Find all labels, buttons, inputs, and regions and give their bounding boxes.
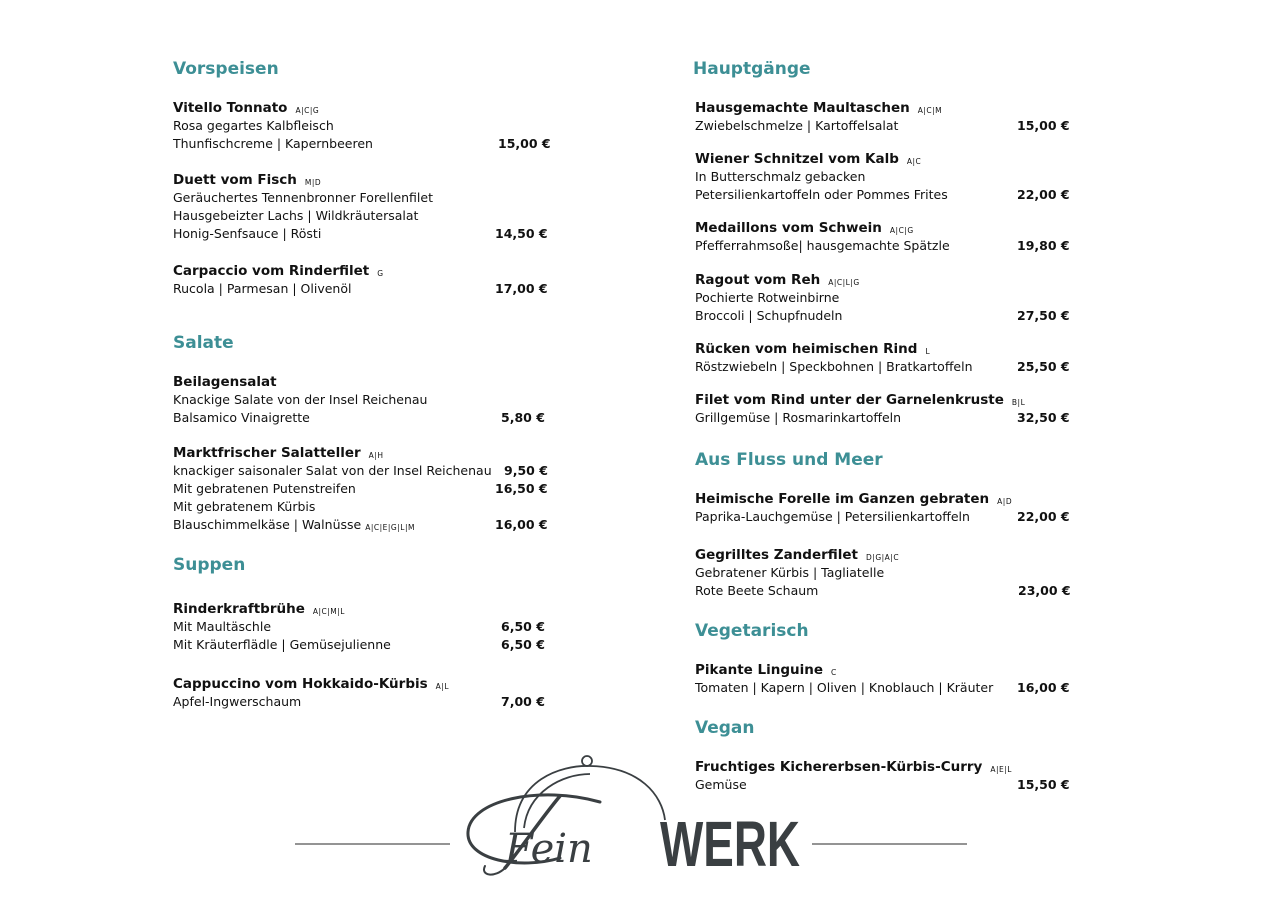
dish-description: Rote Beete Schaum — [695, 583, 819, 598]
section-title-suppen: Suppen — [173, 555, 246, 575]
logo-bold-text: WERK — [660, 808, 800, 880]
dish-description: Broccoli | Schupfnudeln — [695, 308, 843, 323]
dish-name: Rinderkraftbrühe — [173, 601, 305, 617]
dish-medaillons — [695, 219, 1070, 255]
dish-name: Marktfrischer Salatteller — [173, 445, 361, 461]
feinwerk-logo — [0, 740, 1286, 890]
dish-name: Heimische Forelle im Ganzen gebraten — [695, 491, 990, 507]
dish-name: Filet vom Rind unter der Garnelenkruste — [695, 392, 1004, 408]
allergen-codes: A|C|M|L — [312, 607, 345, 616]
dish-carpaccio — [173, 262, 548, 298]
dish-description: Thunfischcreme | Kapernbeeren — [173, 136, 373, 151]
allergen-codes: M|D — [304, 178, 322, 187]
dish-cappuccino-kuerbis — [173, 675, 545, 711]
dish-description: Pochierte Rotweinbirne — [695, 290, 840, 305]
section-title-vegetarisch: Vegetarisch — [695, 621, 809, 641]
dish-description: Geräuchertes Tennenbronner Forellenfilet — [173, 190, 433, 205]
allergen-codes: A|E|L — [990, 765, 1012, 774]
price: 17,00 € — [495, 281, 548, 296]
price: 6,50 € — [501, 619, 545, 634]
dish-description: Grillgemüse | Rosmarinkartoffeln — [695, 410, 902, 425]
section-title-vorspeisen: Vorspeisen — [173, 59, 279, 79]
dish-name: Rücken vom heimischen Rind — [695, 341, 918, 357]
dish-name: Gegrilltes Zanderfilet — [695, 547, 859, 563]
price: 32,50 € — [1017, 410, 1070, 425]
dish-description: Honig-Senfsauce | Rösti — [173, 226, 322, 241]
dish-rinderkraftbruehe — [173, 600, 545, 654]
allergen-codes: G — [377, 269, 384, 278]
dish-description: Tomaten | Kapern | Oliven | Knoblauch | Kräuter — [695, 680, 994, 695]
dish-vitello-tonnato — [173, 99, 551, 153]
dish-description: Pfefferrahmsoße| hausgemachte Spätzle — [695, 238, 950, 253]
allergen-codes: A|C|G — [889, 226, 914, 235]
dish-heimische-forelle — [695, 490, 1070, 526]
price: 22,00 € — [1017, 187, 1070, 202]
dish-pikante-linguine — [695, 661, 1070, 697]
dish-name: Carpaccio vom Rinderfilet — [173, 263, 370, 279]
price: 19,80 € — [1017, 238, 1070, 253]
dish-description: Mit gebratenen Putenstreifen — [173, 481, 356, 496]
dish-ruecken-rind — [695, 340, 1070, 376]
dish-description: Balsamico Vinaigrette — [173, 410, 310, 425]
dish-name: Ragout vom Reh — [695, 272, 821, 288]
allergen-codes: A|D — [997, 497, 1013, 506]
section-title-vegan: Vegan — [695, 718, 755, 738]
logo-script-text: Fein — [505, 826, 593, 872]
dish-description: Petersilienkartoffeln oder Pommes Frites — [695, 187, 948, 202]
dish-description: Apfel-Ingwerschaum — [173, 694, 302, 709]
price: 15,00 € — [498, 136, 551, 151]
dish-description: Zwiebelschmelze | Kartoffelsalat — [695, 118, 899, 133]
dish-beilagensalat — [173, 373, 545, 427]
dish-description: Mit Kräuterflädle | Gemüsejulienne — [173, 637, 391, 652]
price: 14,50 € — [495, 226, 548, 241]
dish-maultaschen — [695, 99, 1070, 135]
section-title-aus-fluss-und-meer: Aus Fluss und Meer — [695, 450, 883, 470]
price: 15,00 € — [1017, 118, 1070, 133]
dish-description: Rosa gegartes Kalbfleisch — [173, 118, 334, 133]
dish-description: Röstzwiebeln | Speckbohnen | Bratkartoffeln — [695, 359, 973, 374]
allergen-codes: A|C|E|G|L|M — [365, 523, 415, 532]
dish-ragout-vom-reh — [695, 271, 1070, 325]
price: 25,50 € — [1017, 359, 1070, 374]
allergen-codes: A|C — [906, 157, 922, 166]
allergen-codes: A|C|M — [917, 106, 943, 115]
price: 27,50 € — [1017, 308, 1070, 323]
dish-description: Paprika-Lauchgemüse | Petersilienkartoffeln — [695, 509, 970, 524]
allergen-codes: D|G|A|C — [866, 553, 900, 562]
price: 22,00 € — [1017, 509, 1070, 524]
dish-name: Wiener Schnitzel vom Kalb — [695, 151, 899, 167]
allergen-codes: A|C|G — [295, 106, 320, 115]
dish-name: Beilagensalat — [173, 374, 277, 390]
price: 9,50 € — [504, 463, 548, 478]
dish-filet-garnelenkruste — [695, 391, 1070, 427]
section-title-salate: Salate — [173, 333, 234, 353]
allergen-codes: C — [831, 668, 837, 677]
allergen-codes: A|L — [435, 682, 449, 691]
allergen-codes: A|C|L|G — [828, 278, 860, 287]
dish-description: Hausgebeizter Lachs | Wildkräutersalat — [173, 208, 419, 223]
dish-name: Cappuccino vom Hokkaido-Kürbis — [173, 676, 428, 692]
dish-description: knackiger saisonaler Salat von der Insel Reichenau — [173, 463, 492, 478]
dish-name: Fruchtiges Kichererbsen-Kürbis-Curry — [695, 759, 983, 775]
dish-name: Vitello Tonnato — [173, 100, 288, 116]
dish-description: Rucola | Parmesan | Olivenöl — [173, 281, 352, 296]
dish-description: Blauschimmelkäse | Walnüsse — [173, 517, 362, 532]
allergen-codes: A|H — [368, 451, 384, 460]
allergen-codes: L — [925, 347, 931, 356]
dish-marktfrischer-salatteller — [173, 444, 548, 534]
price: 23,00 € — [1018, 583, 1071, 598]
dish-description: Knackige Salate von der Insel Reichenau — [173, 392, 428, 407]
dish-zanderfilet — [695, 546, 1071, 600]
dish-description: Mit gebratenem Kürbis — [173, 499, 316, 514]
price: 7,00 € — [501, 694, 545, 709]
allergen-codes: B|L — [1011, 398, 1026, 407]
dish-wiener-schnitzel — [695, 150, 1070, 204]
price: 16,00 € — [1017, 680, 1070, 695]
dish-name: Medaillons vom Schwein — [695, 220, 882, 236]
dish-description: In Butterschmalz gebacken — [695, 169, 866, 184]
dish-description: Gebratener Kürbis | Tagliatelle — [695, 565, 885, 580]
dish-name: Hausgemachte Maultaschen — [695, 100, 910, 116]
price: 16,50 € — [495, 481, 548, 496]
price: 6,50 € — [501, 637, 545, 652]
dish-duett-vom-fisch — [173, 171, 548, 243]
price: 15,50 € — [1017, 777, 1070, 792]
dish-description: Gemüse — [695, 777, 747, 792]
dish-name: Duett vom Fisch — [173, 172, 297, 188]
section-title-hauptgaenge: Hauptgänge — [693, 59, 811, 79]
price: 5,80 € — [501, 410, 545, 425]
price: 16,00 € — [495, 517, 548, 532]
dish-name: Pikante Linguine — [695, 662, 824, 678]
dish-description: Mit Maultäschle — [173, 619, 272, 634]
